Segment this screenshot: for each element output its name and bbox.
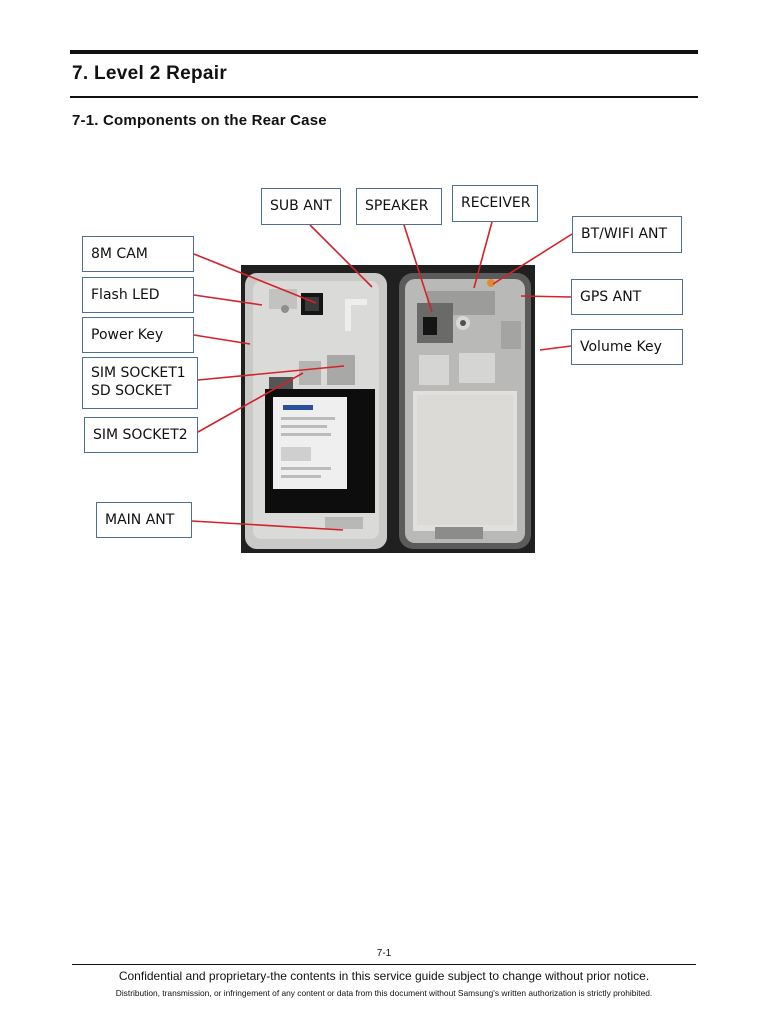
label-8m-cam: 8M CAM	[82, 236, 194, 272]
label-sub-ant: SUB ANT	[261, 188, 341, 225]
section-title: 7. Level 2 Repair	[72, 63, 228, 84]
footer-distribution: Distribution, transmission, or infringement of any content or data from this document without Samsung's written authorization is strictly prohibited.	[115, 988, 653, 998]
footer-rule	[72, 964, 696, 965]
label-sd-socket: SD SOCKET	[91, 383, 172, 399]
label-sim-socket2: SIM SOCKET2	[84, 417, 198, 453]
label-sim-sd-socket	[82, 357, 198, 409]
label-main-ant: MAIN ANT	[96, 502, 192, 538]
label-flash-led: Flash LED	[82, 277, 194, 313]
label-bt-wifi-ant: BT/WIFI ANT	[572, 216, 682, 253]
rear-case-illustration	[241, 265, 535, 553]
label-power-key: Power Key	[82, 317, 194, 353]
footer-confidential: Confidential and proprietary-the contents in this service guide subject to change without prior notice.	[118, 969, 650, 983]
label-gps-ant: GPS ANT	[571, 279, 683, 315]
rear-case-photo	[241, 265, 535, 553]
leader-volume-key	[540, 346, 571, 350]
page-number: 7-1	[376, 948, 392, 959]
label-volume-key: Volume Key	[571, 329, 683, 365]
label-receiver: RECEIVER	[452, 185, 538, 222]
label-speaker: SPEAKER	[356, 188, 442, 225]
subsection-title: 7-1. Components on the Rear Case	[72, 112, 327, 129]
label-sim-socket1: SIM SOCKET1	[91, 365, 186, 381]
